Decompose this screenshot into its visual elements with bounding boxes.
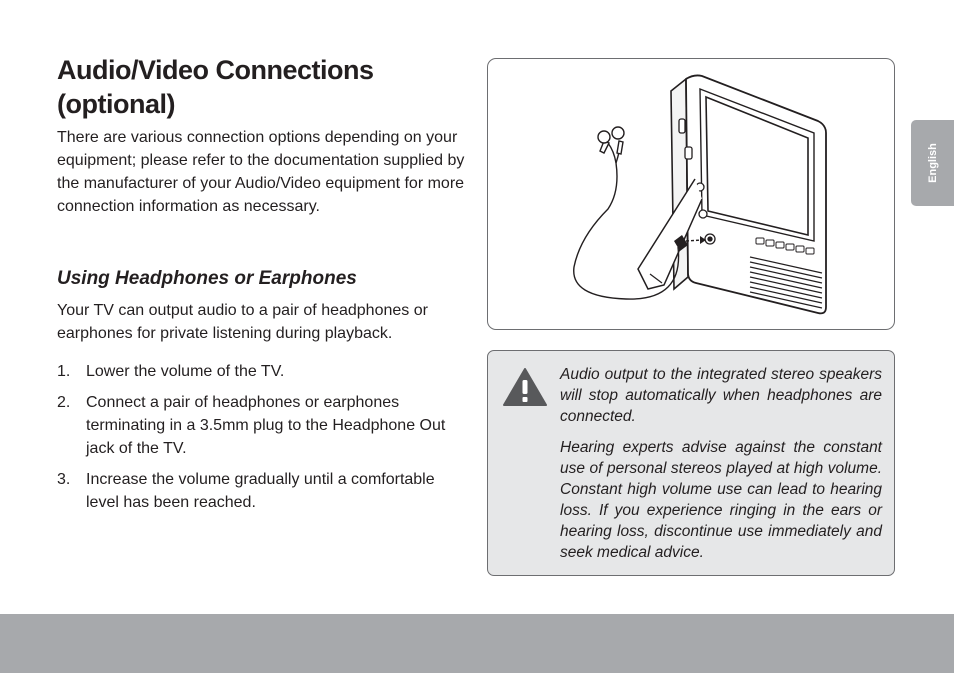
warning-icon bbox=[502, 367, 548, 407]
step-number: 3. bbox=[57, 471, 71, 488]
language-tab bbox=[911, 120, 954, 206]
step-text: Connect a pair of headphones or earphones terminating in a 3.5mm plug to the Headphone Out jack of the TV. bbox=[86, 394, 446, 457]
earbuds-icon bbox=[598, 127, 624, 154]
tv-headphones-illustration bbox=[488, 59, 895, 330]
warning-paragraph: Audio output to the integrated stereo speakers will stop automatically when headphones are connected. bbox=[560, 366, 882, 425]
warning-callout bbox=[487, 350, 895, 576]
step-text: Lower the volume of the TV. bbox=[86, 363, 285, 380]
step-item bbox=[57, 391, 467, 460]
warning-text bbox=[560, 364, 882, 573]
step-text: Increase the volume gradually until a comfortable level has been reached. bbox=[86, 471, 435, 511]
illustration-panel bbox=[487, 58, 895, 330]
language-label: English bbox=[926, 143, 939, 183]
section-intro: Your TV can output audio to a pair of headphones or earphones for private listening during playback. bbox=[57, 302, 428, 342]
footer-band bbox=[0, 614, 954, 673]
warning-paragraph: Hearing experts advise against the constant use of personal stereos played at high volume. Constant high volume use can lead to hearing loss. If you experience ringing in the ears or hearing loss, discontinue use immediately and seek medical advice. bbox=[560, 439, 882, 561]
page-title: Audio/Video Connections (optional) bbox=[57, 55, 374, 119]
step-number: 1. bbox=[57, 363, 71, 380]
step-item bbox=[57, 468, 467, 514]
section-heading: Using Headphones or Earphones bbox=[57, 268, 357, 289]
steps-list bbox=[57, 360, 467, 522]
step-item bbox=[57, 360, 467, 383]
intro-paragraph: There are various connection options depending on your equipment; please refer to the documentation supplied by the manufacturer of your Audio/Video equipment for more connection information as necessary. bbox=[57, 129, 465, 215]
step-number: 2. bbox=[57, 394, 71, 411]
